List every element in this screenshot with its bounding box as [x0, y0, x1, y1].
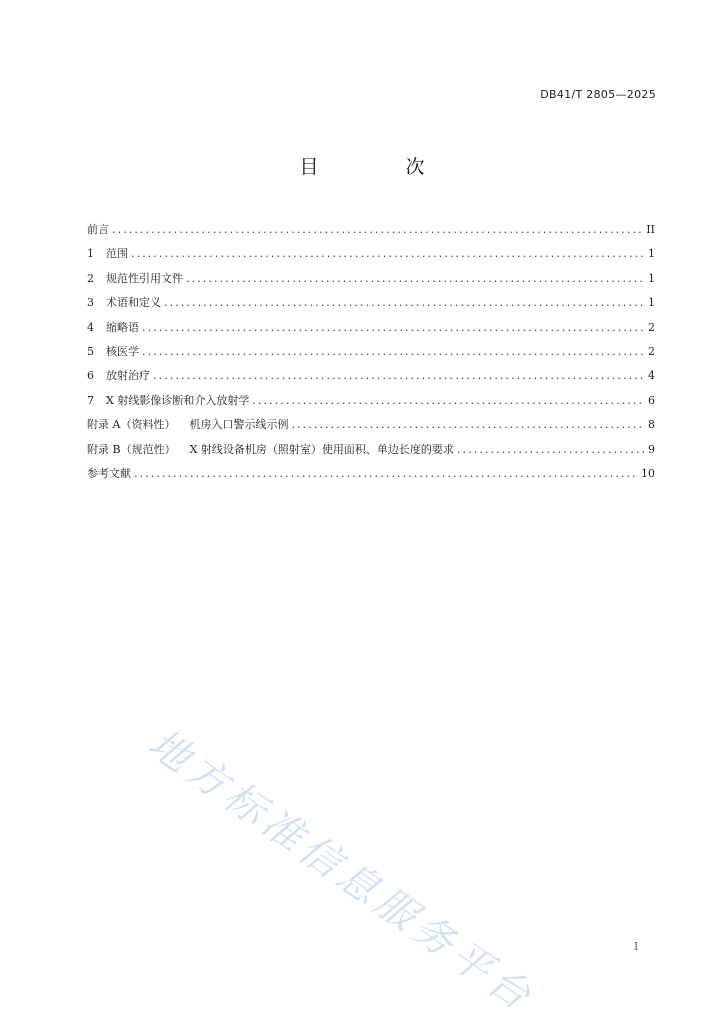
- toc-dot-leader: [142, 316, 645, 340]
- toc-entry-label: 放射治疗: [106, 369, 150, 383]
- toc-entry-page: 4: [648, 369, 655, 383]
- toc-entry-page: 9: [648, 442, 655, 456]
- toc-entry-number: 6: [87, 369, 94, 383]
- toc-entry-label: 参考文献: [87, 466, 131, 480]
- toc-entry-number: 4: [87, 320, 94, 334]
- toc-entry-normative-references[interactable]: [87, 267, 655, 291]
- page-number: I: [634, 940, 639, 953]
- toc-entry-label: X 射线影像诊断和介入放射学: [106, 393, 250, 407]
- toc-entry-label: 术语和定义: [106, 296, 161, 310]
- toc-entry-number: 3: [87, 296, 94, 310]
- toc-entry-radiotherapy[interactable]: [87, 364, 655, 388]
- toc-entry-terms-definitions[interactable]: [87, 291, 655, 315]
- toc-entry-page: 10: [641, 466, 655, 480]
- toc-entry-number: 2: [87, 271, 94, 285]
- toc-entry-page: II: [646, 223, 655, 236]
- toc-entry-page: 8: [648, 418, 655, 432]
- toc-entry-page: 1: [648, 247, 655, 261]
- toc-entry-appendix-b[interactable]: [87, 438, 655, 462]
- toc-entry-label: X 射线设备机房（照射室）使用面积、单边长度的要求: [189, 442, 454, 456]
- toc-entry-label: 前言: [87, 223, 109, 236]
- toc-entry-number: 7: [87, 393, 94, 407]
- toc-entry-label: 规范性引用文件: [106, 271, 183, 285]
- toc-entry-label: 范围: [106, 247, 128, 261]
- toc-entry-page: 6: [648, 393, 655, 407]
- toc-entry-number: 5: [87, 344, 94, 358]
- toc-entry-xray-imaging[interactable]: [87, 389, 655, 413]
- toc-entry-page: 2: [648, 320, 655, 334]
- toc-entry-nuclear-medicine[interactable]: [87, 340, 655, 364]
- toc-entry-scope[interactable]: [87, 242, 655, 266]
- toc-dot-leader: [134, 462, 638, 486]
- toc-dot-leader: [164, 291, 645, 315]
- toc-entry-appendix-prefix: 附录 B（规范性）: [87, 442, 176, 456]
- toc-entry-bibliography[interactable]: [87, 462, 655, 486]
- toc-dot-leader: [457, 438, 645, 462]
- toc-dot-leader: [291, 413, 645, 437]
- toc-entry-appendix-prefix: 附录 A（资料性）: [87, 418, 176, 432]
- watermark: 地方标准信息服务平台: [139, 720, 543, 1023]
- toc-entry-page: 1: [648, 271, 655, 285]
- toc-entry-abbreviations[interactable]: [87, 316, 655, 340]
- toc-dot-leader: [252, 389, 645, 413]
- toc-dot-leader: [186, 267, 645, 291]
- toc-entry-foreword[interactable]: [87, 218, 655, 242]
- toc-entry-page: 1: [648, 296, 655, 310]
- toc-title: 目 次: [299, 156, 459, 178]
- toc-entry-label: 核医学: [106, 344, 139, 358]
- toc-entry-label: 机房入口警示线示例: [189, 418, 289, 432]
- toc-entry-number: 1: [87, 247, 94, 261]
- toc-dot-leader: [153, 364, 645, 388]
- toc-dot-leader: [142, 340, 645, 364]
- toc-entry-label: 缩略语: [106, 320, 139, 334]
- toc-entry-appendix-a[interactable]: [87, 413, 655, 437]
- toc-dot-leader: [112, 218, 643, 242]
- document-code: DB41/T 2805—2025: [540, 88, 656, 101]
- toc-dot-leader: [131, 242, 645, 266]
- table-of-contents: [87, 218, 655, 486]
- toc-entry-page: 2: [648, 344, 655, 358]
